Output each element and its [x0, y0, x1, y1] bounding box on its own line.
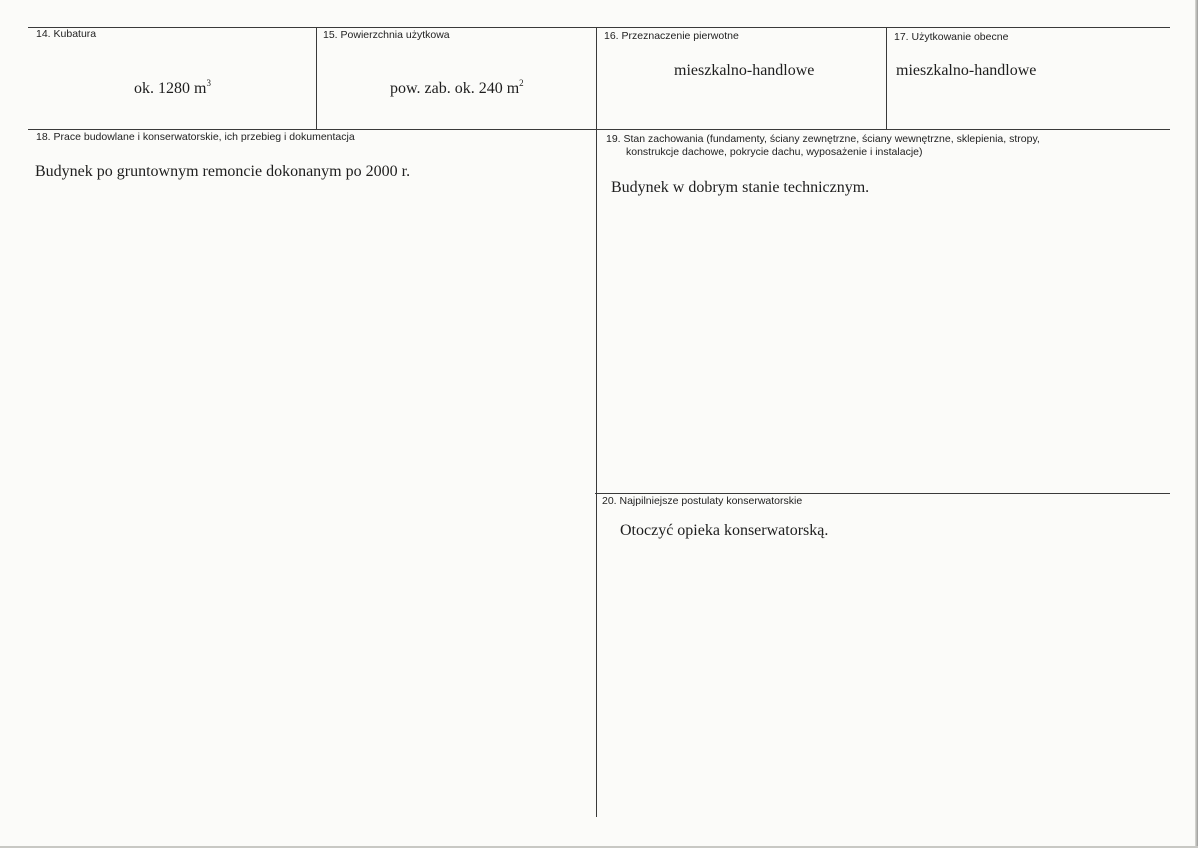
field-14-unit-exponent: 3 — [206, 78, 211, 88]
field-19-value: Budynek w dobrym stanie technicznym. — [611, 179, 870, 196]
field-14-label: 14. Kubatura — [36, 28, 97, 40]
section-divider-20 — [595, 493, 1170, 494]
field-15-label: 15. Powierzchnia użytkowa — [323, 29, 450, 41]
field-17-value: mieszkalno-handlowe — [896, 62, 1037, 79]
field-16-value: mieszkalno-handlowe — [674, 62, 815, 79]
column-divider-14-15 — [316, 27, 317, 129]
field-15-value-text: pow. zab. ok. 240 m — [390, 80, 520, 97]
column-divider-15-16 — [596, 27, 597, 817]
field-15-value — [390, 79, 524, 99]
field-19-label-line1: 19. Stan zachowania (fundamenty, ściany zewnętrzne, ściany wewnętrzne, sklepienia, stropy, — [606, 133, 1040, 145]
field-17-label: 17. Użytkowanie obecne — [894, 31, 1009, 43]
field-20-value: Otoczyć opieka konserwatorską. — [620, 522, 829, 539]
field-18-label: 18. Prace budowlane i konserwatorskie, ich przebieg i dokumentacja — [36, 131, 355, 143]
field-16-label: 16. Przeznaczenie pierwotne — [604, 30, 739, 42]
row-divider — [28, 129, 1170, 130]
field-14-value-text: ok. 1280 m — [134, 80, 207, 97]
field-14-value — [134, 79, 211, 99]
field-15-unit-exponent: 2 — [519, 78, 524, 88]
field-19-label-line2: konstrukcje dachowe, pokrycie dachu, wyposażenie i instalacje) — [626, 146, 923, 158]
column-divider-16-17 — [886, 27, 887, 129]
table-top-border — [28, 27, 1170, 28]
field-18-value: Budynek po gruntownym remoncie dokonanym po 2000 r. — [35, 163, 411, 180]
field-20-label: 20. Najpilniejsze postulaty konserwatorskie — [602, 495, 803, 507]
